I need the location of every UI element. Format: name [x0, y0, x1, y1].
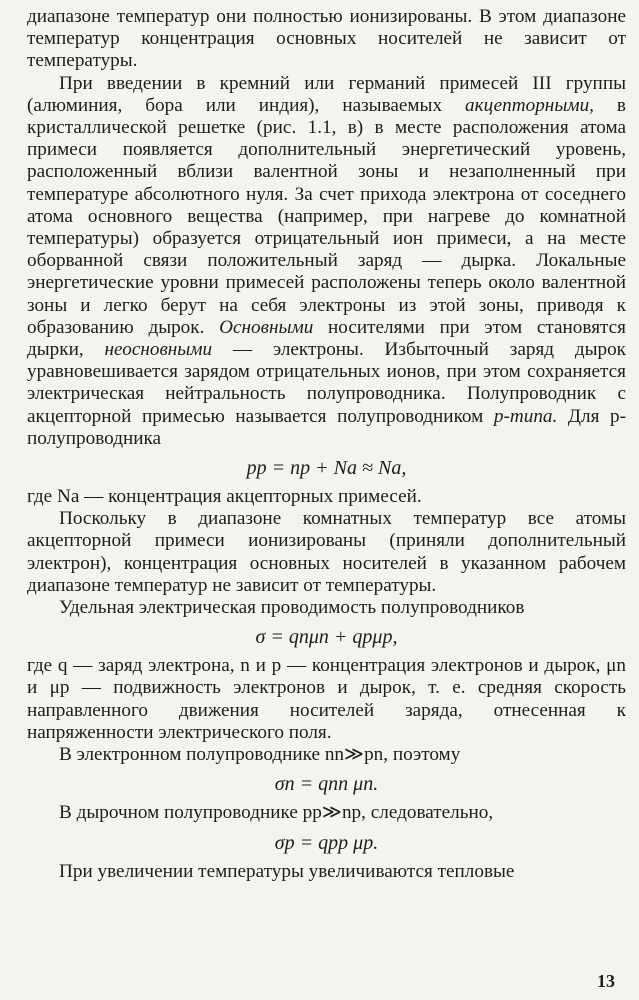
term-minority: неосновными [104, 339, 213, 361]
text-run: Для p-полупроводника [27, 405, 626, 449]
paragraph-conductivity-intro: Удельная электрическая проводимость полупроводников [59, 597, 525, 619]
formula-sigma-p: σp = qpp μp. [274, 831, 379, 854]
paragraph-hole-semiconductor: В дырочном полупроводнике pp≫np, следовательно, [59, 802, 494, 824]
paragraph-temperature-increase: При увеличении температуры увеличиваются тепловые [59, 860, 515, 882]
paragraph-room-temperature: Поскольку в диапазоне комнатных температур все атомы акцепторной примеси ионизированы (приняли дополнительный электрон), концентрация основных носителей в указанном рабочем диапазоне температур не зависит от температуры. [27, 508, 626, 596]
paragraph-continued: диапазоне температур они полностью ионизированы. В этом диапазоне температур концентрация основных носителей не зависит от температуры. [27, 6, 626, 72]
formula-sigma-n: σn = qnn μn. [274, 773, 379, 796]
formula-hole-concentration: pp = np + Nа ≈ Nа, [246, 457, 407, 480]
term-acceptor: акцепторными, [465, 94, 594, 116]
paragraph-where-q: где q — заряд электрона, n и p — концентрация электронов и дырок, μn и μp — подвижность электронов и дырок, т. е. средняя скорость направленного движения носителей заряда, отнесенная к напряженности электрического поля. [27, 655, 626, 743]
formula-conductivity: σ = qnμn + qpμp, [255, 626, 398, 649]
text-run: в кристаллической решетке (рис. 1.1, в) в месте расположения атома примеси появляется дополнительный энергетический уровень, расположенный вблизи валентной зоны и незаполненный при температуре абсолютного нуля. За счет прихода электрона от соседнего атома основного вещества (например, при нагреве до комнатной температуры) образуется отрицательный ион примеси, а на месте оборванной связи положительный заряд — дырка. Локальные энергетические уровни примесей расположены теперь около валентной зоны и легко берут на себя электроны из этой зоны, приводя к образованию дырок. [27, 94, 626, 338]
paragraph-where-na: где Nа — концентрация акцепторных примесей. [27, 486, 422, 508]
term-majority: Основными [219, 316, 314, 338]
text-run: носителями при этом становятся дырки, [27, 316, 626, 361]
text-run: При введении в кремний или германий примесей III группы (алюминия, бора или индия), называемых [27, 72, 626, 116]
paragraph-acceptor-impurities [27, 73, 626, 450]
page-number: 13 [597, 970, 615, 991]
term-p-type: p-типа. [493, 405, 558, 427]
paragraph-electron-semiconductor: В электронном полупроводнике nn≫pn, поэтому [59, 744, 461, 766]
text-run: — электроны. Избыточный заряд дырок уравновешивается зарядом отрицательных ионов, при этом сохраняется электрическая нейтральность полупроводника. Полупроводник с акцепторной примесью называется полупроводником [27, 339, 627, 427]
